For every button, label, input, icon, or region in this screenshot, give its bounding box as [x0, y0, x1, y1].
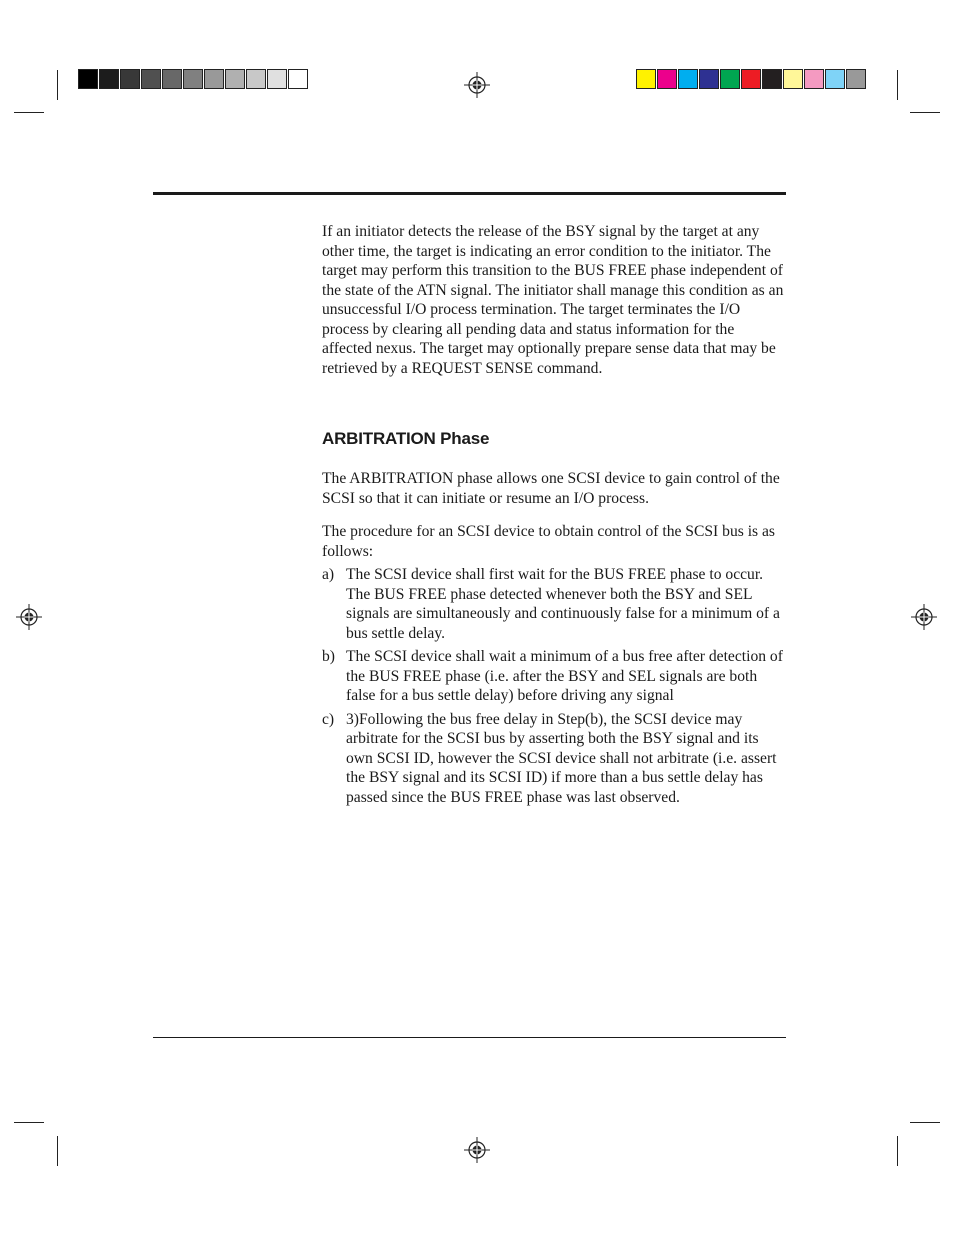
color-swatch	[657, 69, 677, 89]
procedure-steps-list	[322, 565, 787, 811]
gray-swatch	[99, 69, 119, 89]
list-item	[322, 565, 787, 643]
list-item-marker: a)	[322, 566, 335, 583]
registration-mark-top-icon	[464, 72, 490, 98]
color-swatch	[678, 69, 698, 89]
gray-swatch	[162, 69, 182, 89]
gray-swatch	[204, 69, 224, 89]
color-swatch	[636, 69, 656, 89]
gray-swatch	[78, 69, 98, 89]
procedure-intro: The procedure for an SCSI device to obtain control of the SCSI bus is as follows:	[322, 523, 775, 560]
footer-rule	[153, 1037, 786, 1038]
list-item	[322, 647, 787, 706]
crop-mark-bottom-left-horizontal	[14, 1122, 44, 1123]
intro-section	[322, 222, 787, 378]
gray-swatch	[141, 69, 161, 89]
list-item-marker: b)	[322, 648, 335, 665]
color-swatch	[804, 69, 824, 89]
crop-mark-bottom-left-vertical	[57, 1136, 58, 1166]
color-swatch	[699, 69, 719, 89]
crop-mark-top-right-vertical	[897, 70, 898, 100]
gray-swatch	[267, 69, 287, 89]
color-swatch	[741, 69, 761, 89]
list-item-text: The SCSI device shall first wait for the BUS FREE phase to occur. The BUS FREE phase detected whenever both the BSY and SEL signals are simultaneously and continuously false for a minimum of a bus settle delay.	[346, 566, 780, 642]
registration-mark-right-icon	[911, 604, 937, 630]
crop-mark-top-left-vertical	[57, 70, 58, 100]
gray-swatch	[120, 69, 140, 89]
color-swatch	[720, 69, 740, 89]
color-swatch	[846, 69, 866, 89]
color-swatch	[783, 69, 803, 89]
list-item-text: 3)Following the bus free delay in Step(b), the SCSI device may arbitrate for the SCSI bus by asserting both the BSY signal and its own SCSI ID, however the SCSI device shall not arbitrate (i.e. assert the BSY signal and its SCSI ID) if more than a bus settle delay has passed since the BUS FREE phase was last observed.	[346, 710, 777, 806]
crop-mark-bottom-right-vertical	[897, 1136, 898, 1166]
section-heading: ARBITRATION Phase	[322, 429, 490, 448]
gray-swatch	[246, 69, 266, 89]
registration-mark-bottom-icon	[464, 1137, 490, 1163]
grayscale-swatch-bar	[78, 69, 309, 90]
list-item-marker: c)	[322, 710, 335, 728]
gray-swatch	[288, 69, 308, 89]
gray-swatch	[225, 69, 245, 89]
list-item-text: The SCSI device shall wait a minimum of a bus free after detection of the BUS FREE phase (i.e. after the BSY and SEL signals are both false for a bus settle delay) before driving any signal	[346, 648, 783, 704]
list-item	[322, 710, 787, 808]
gray-swatch	[183, 69, 203, 89]
intro-paragraph: If an initiator detects the release of the BSY signal by the target at any other time, the target is indicating an error condition to the initiator. The target may perform this transition to the BUS FREE phase independent of the state of the ATN signal. The initiator shall manage this condition as an unsuccessful I/O process termination. The target terminates the I/O process by clearing all pending data and status information for the affected nexus. The target may optionally prepare sense data that may be retrieved by a REQUEST SENSE command.	[322, 223, 784, 377]
crop-mark-bottom-right-horizontal	[910, 1122, 940, 1123]
arbitration-paragraph: The ARBITRATION phase allows one SCSI device to gain control of the SCSI so that it can initiate or resume an I/O process.	[322, 470, 780, 507]
color-swatch-bar	[636, 69, 867, 90]
crop-mark-top-left-horizontal	[14, 112, 44, 113]
color-swatch	[825, 69, 845, 89]
color-swatch	[762, 69, 782, 89]
crop-mark-top-right-horizontal	[910, 112, 940, 113]
header-rule	[153, 192, 786, 195]
registration-mark-left-icon	[16, 604, 42, 630]
